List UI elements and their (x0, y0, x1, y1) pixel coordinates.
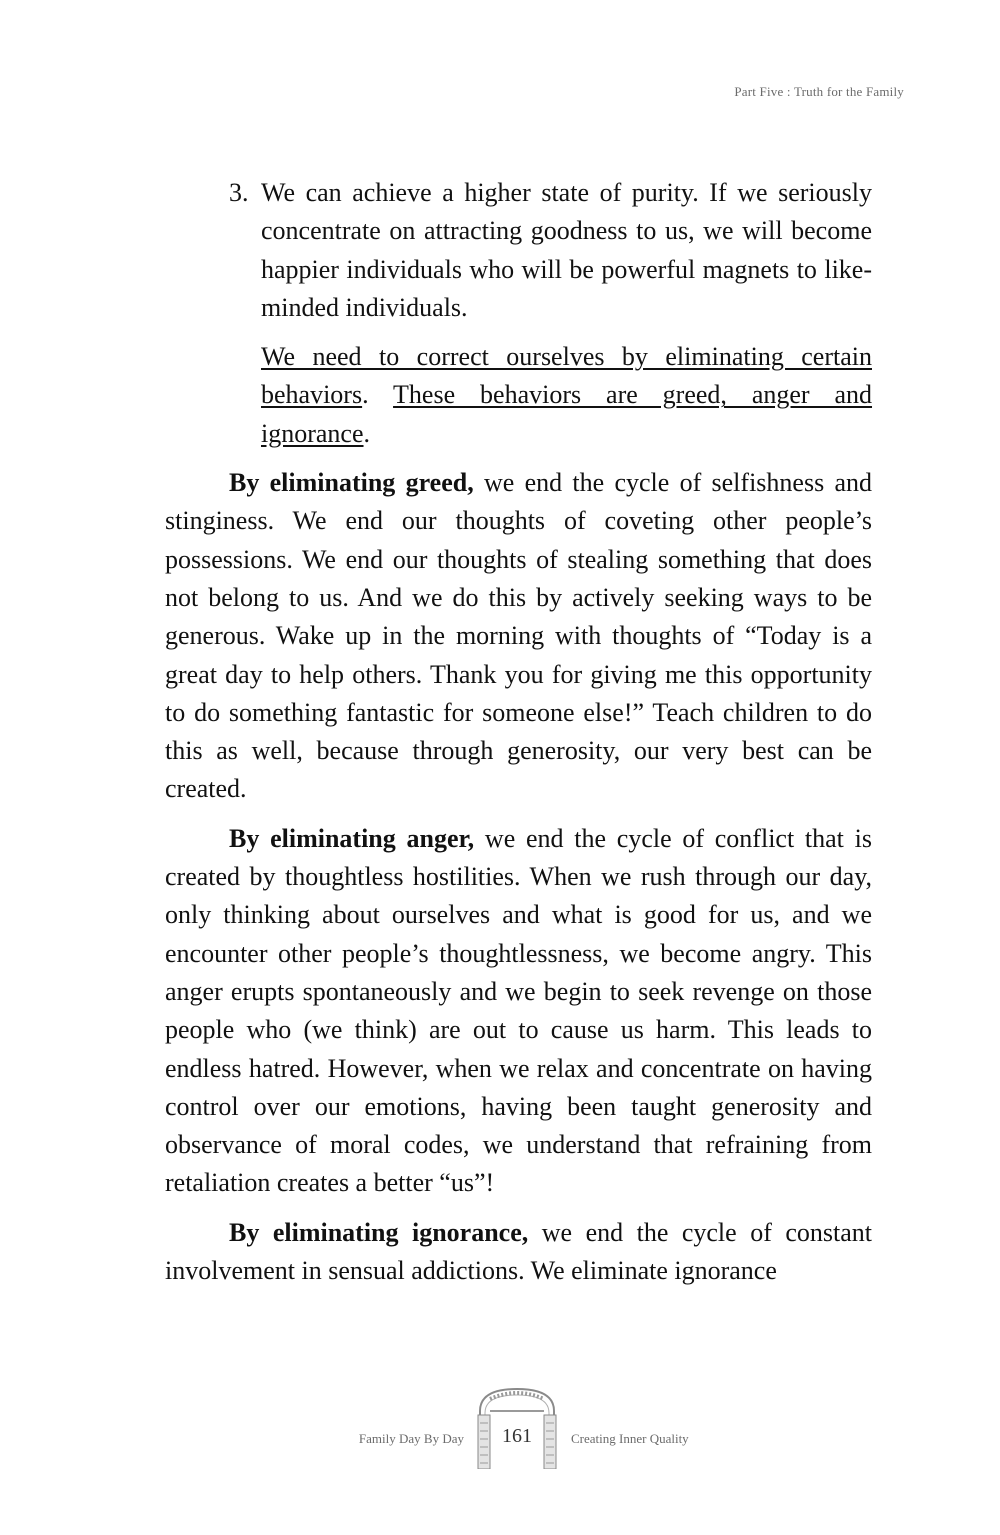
note-part-1: We need to correct ourselves by eliminating certain behaviors (261, 342, 872, 410)
footer-chapter-title: Creating Inner Quality (571, 1431, 689, 1446)
paragraph-anger (165, 820, 872, 1203)
list-item-text: We can achieve a higher state of purity. If we seriously concentrate on attracting goodness to us, we will become happier individuals who will be powerful magnets to like-minded individuals. (261, 178, 872, 322)
paragraph-lead: By eliminating greed, (229, 468, 474, 498)
paragraph-greed (165, 464, 872, 809)
note-end: . (363, 418, 371, 448)
running-head: Part Five : Truth for the Family (734, 84, 904, 99)
paragraph-lead: By eliminating anger, (229, 823, 475, 853)
underlined-note (165, 338, 872, 453)
list-number: 3. (229, 178, 249, 207)
body-text (165, 174, 872, 1290)
paragraph-text: we end the cycle of constant involvement in sensual addictions. We eliminate ignorance (165, 1217, 872, 1286)
list-item (165, 174, 872, 327)
footer-book-title: Family Day By Day (358, 1431, 464, 1446)
note-separator: . (362, 380, 394, 410)
note-part-2: These behaviors are greed, anger and ignorance (261, 380, 873, 448)
paragraph-lead: By eliminating ignorance, (229, 1217, 529, 1247)
paragraph-ignorance (165, 1214, 872, 1291)
page-footer (0, 1385, 1000, 1475)
paragraph-text: we end the cycle of conflict that is created by thoughtless hostilities. When we rush through our day, only thinking about ourselves and what is good for us, and we encounter other people’s thoughtlessness, we become angry. This anger erupts spontaneously and we begin to seek revenge on those people who (we think) are out to cause us harm. This leads to endless hatred. However, when we relax and concentrate on having control over our emotions, having been taught generosity and observance of moral codes, we understand that refraining from retaliation creates a better “us”! (165, 823, 872, 1198)
page-number: 161 (502, 1425, 532, 1447)
paragraph-text: we end the cycle of selfishness and stinginess. We end our thoughts of coveting other people’s possessions. We end our thoughts of stealing something that does not belong to us. And we do this by actively seeking ways to be generous. Wake up in the morning with thoughts of “Today is a great day to help others. Thank you for giving me this opportunity to do something fantastic for someone else!” Teach children to do this as well, because through generosity, our very best can be created. (165, 468, 873, 804)
